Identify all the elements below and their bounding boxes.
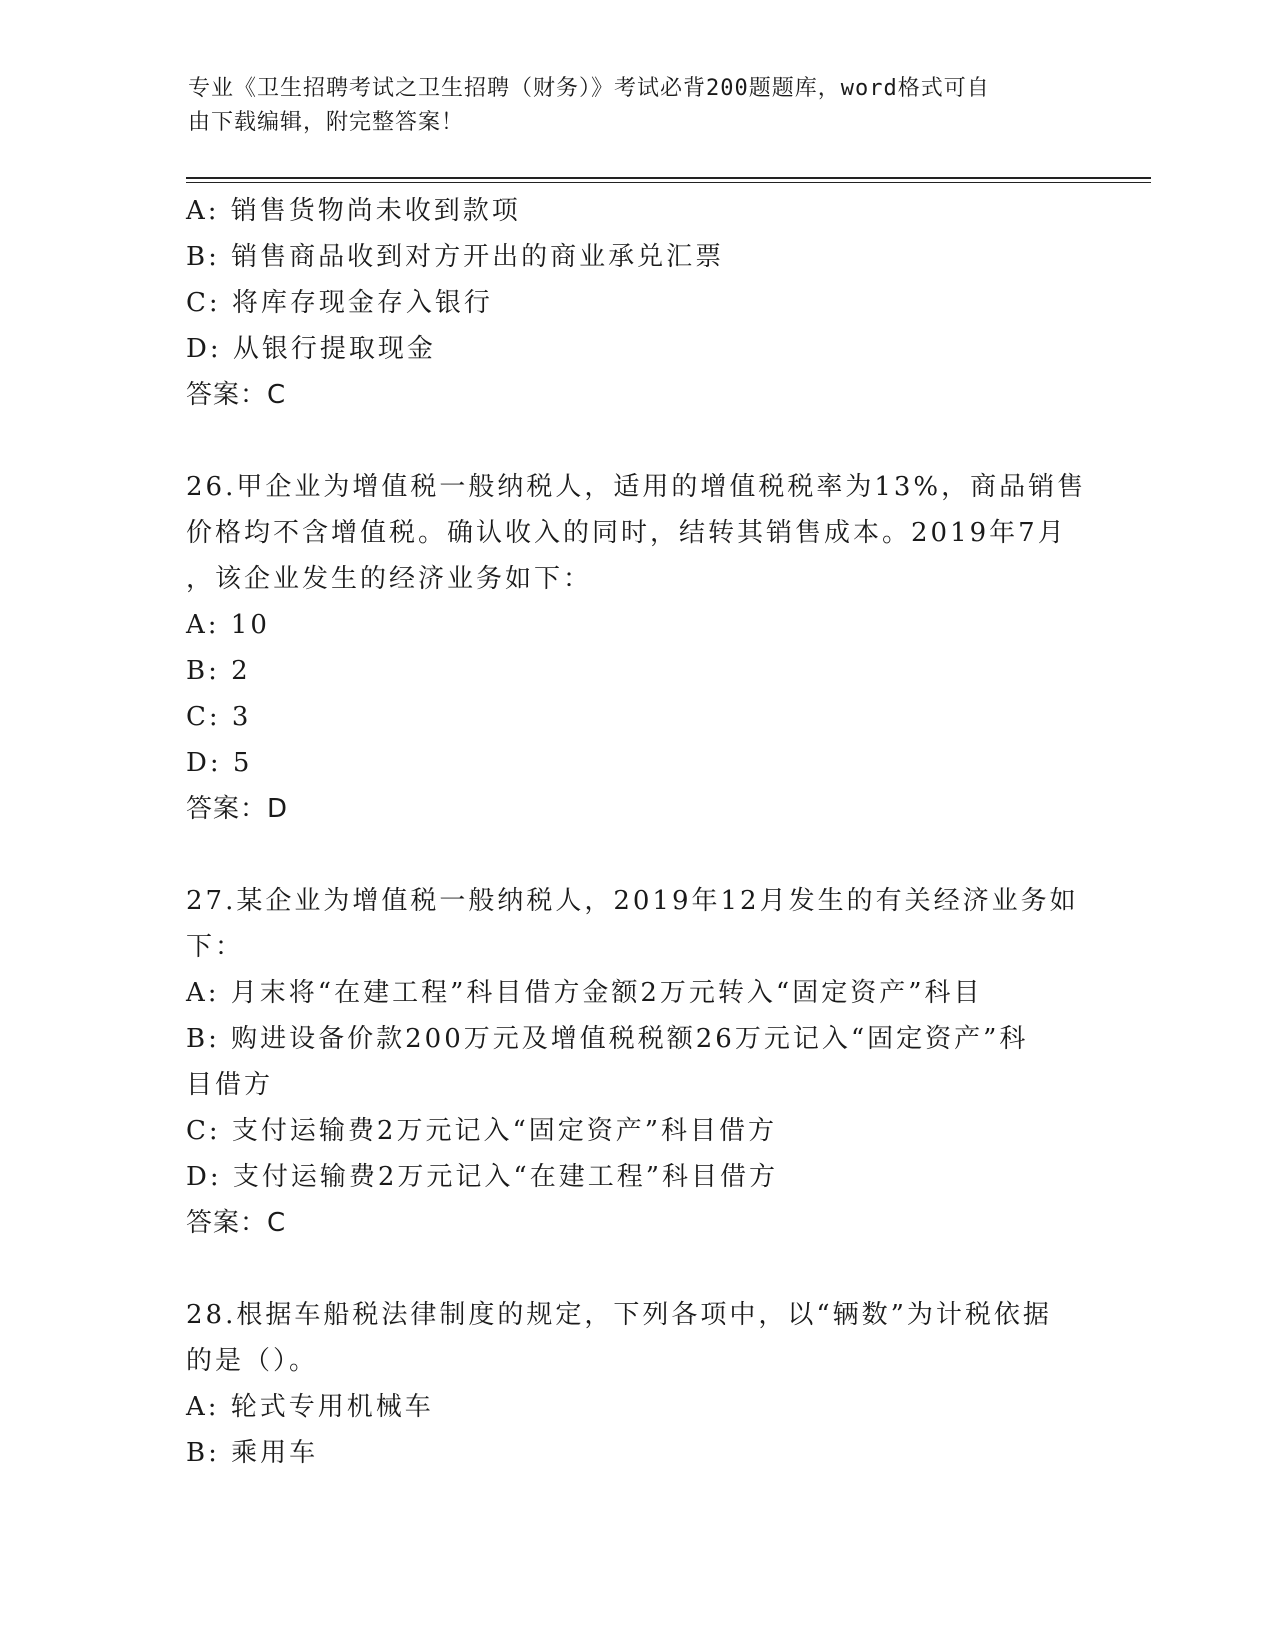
option-c: C: 将库存现金存入银行 [186, 288, 493, 318]
document-header [188, 72, 1068, 140]
option-b: B: 销售商品收到对方开出的商业承兑汇票 [186, 242, 725, 272]
option-d: D: 支付运输费2万元记入“在建工程”科目借方 [186, 1162, 778, 1192]
question-stem-line: ，该企业发生的经济业务如下： [186, 564, 593, 594]
option-c: C: 3 [186, 702, 252, 732]
header-line-2: 由下载编辑，附完整答案！ [188, 110, 465, 135]
option-d: D: 从银行提取现金 [186, 334, 436, 364]
option-b-continuation: 目借方 [186, 1070, 274, 1100]
option-b: B: 2 [186, 656, 251, 686]
question-stem-line: 27.某企业为增值税一般纳税人，2019年12月发生的有关经济业务如 [186, 886, 1079, 916]
option-a: A: 10 [186, 610, 270, 640]
answer-line: 答案：C [186, 380, 287, 410]
header-divider-thin [186, 182, 1151, 183]
spacer [186, 832, 1086, 878]
spacer [186, 418, 1086, 464]
question-25-block [186, 188, 1086, 418]
question-content [186, 188, 1086, 1476]
question-26-block [186, 464, 1086, 832]
option-b: B: 乘用车 [186, 1438, 319, 1468]
option-c: C: 支付运输费2万元记入“固定资产”科目借方 [186, 1116, 778, 1146]
answer-line: 答案：D [186, 794, 289, 824]
question-28-block [186, 1292, 1086, 1476]
question-stem-line: 价格均不含增值税。确认收入的同时，结转其销售成本。2019年7月 [186, 518, 1067, 548]
option-a: A: 轮式专用机械车 [186, 1392, 434, 1422]
question-stem-line: 26.甲企业为增值税一般纳税人，适用的增值税税率为13%，商品销售 [186, 472, 1087, 502]
option-b: B: 购进设备价款200万元及增值税税额26万元记入“固定资产”科 [186, 1024, 1029, 1054]
question-27-block [186, 878, 1086, 1246]
question-stem-line: 下： [186, 932, 245, 962]
option-a: A: 销售货物尚未收到款项 [186, 196, 521, 226]
option-a: A: 月末将“在建工程”科目借方金额2万元转入“固定资产”科目 [186, 978, 983, 1008]
question-stem-line: 28.根据车船税法律制度的规定，下列各项中，以“辆数”为计税依据 [186, 1300, 1052, 1330]
header-line-1: 专业《卫生招聘考试之卫生招聘（财务）》考试必背200题题库，word格式可自 [188, 76, 990, 101]
question-stem-line: 的是（）。 [186, 1346, 319, 1376]
header-divider-thick [186, 177, 1151, 179]
option-d: D: 5 [186, 748, 253, 778]
spacer [186, 1246, 1086, 1292]
answer-line: 答案：C [186, 1208, 287, 1238]
